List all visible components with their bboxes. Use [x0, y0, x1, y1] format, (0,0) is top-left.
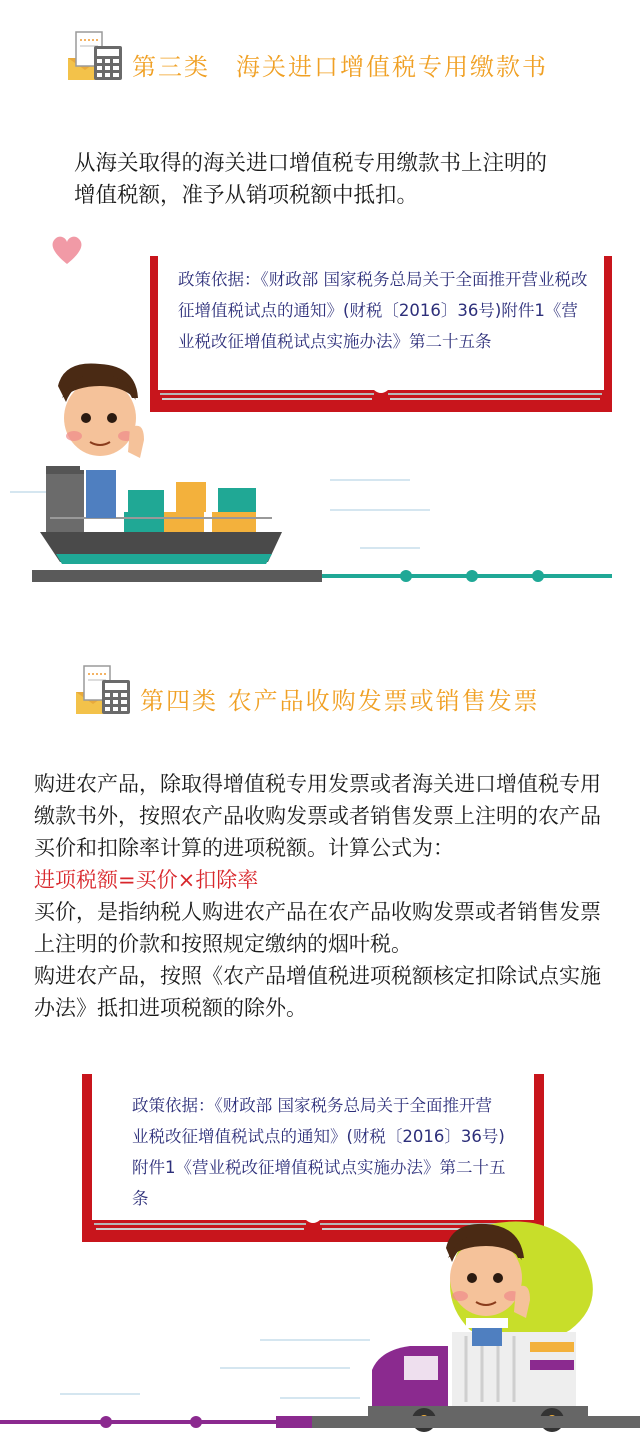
- section3-title: 第三类 海关进口增值税专用缴款书: [132, 53, 548, 81]
- section4-icon: [74, 662, 134, 718]
- section4-para1: 购进农产品，除取得增值税专用发票或者海关进口增值税专用缴款书外，按照农产品收购发票或者销售发票上注明的农产品买价和扣除率计算的进项税额。计算公式为：: [34, 772, 601, 860]
- section3-policy: 政策依据：《财政部 国家税务总局关于全面推开营业税改征增值税试点的通知》(财税〔2016〕36号)附件1《营业税改征增值税试点实施办法》第二十五条: [178, 270, 588, 351]
- policy-book-frame: [150, 256, 612, 412]
- section4-title: 第四类 农产品收购发票或销售发票: [140, 687, 540, 715]
- section4-content: [34, 768, 606, 1024]
- section4-para2: 买价，是指纳税人购进农产品在农产品收购发票或者销售发票上注明的价款和按照规定缴纳的烟叶税。: [34, 900, 601, 956]
- calculator-document-icon: [74, 662, 134, 718]
- section4-para3: 购进农产品，按照《农产品增值税进项税额核定扣除试点实施办法》抵扣进项税额的除外。: [34, 964, 601, 1020]
- section4-formula: 进项税额=买价×扣除率: [34, 868, 259, 892]
- cartoon-man-illustration: [44, 358, 154, 528]
- section3-icon: [66, 28, 126, 84]
- section4-policy: 政策依据：《财政部 国家税务总局关于全面推开营业税改征增值税试点的通知》(财税〔2016〕36号)附件1《营业税改征增值税试点实施办法》第二十五条: [132, 1096, 506, 1208]
- section3-body: 从海关取得的海关进口增值税专用缴款书上注明的增值税额，准予从销项税额中抵扣。: [74, 151, 548, 208]
- truck-illustration: [0, 1210, 640, 1440]
- cartoon-man-illustration: [430, 1218, 540, 1348]
- heart-icon: [50, 234, 84, 270]
- calculator-document-icon: [66, 28, 126, 84]
